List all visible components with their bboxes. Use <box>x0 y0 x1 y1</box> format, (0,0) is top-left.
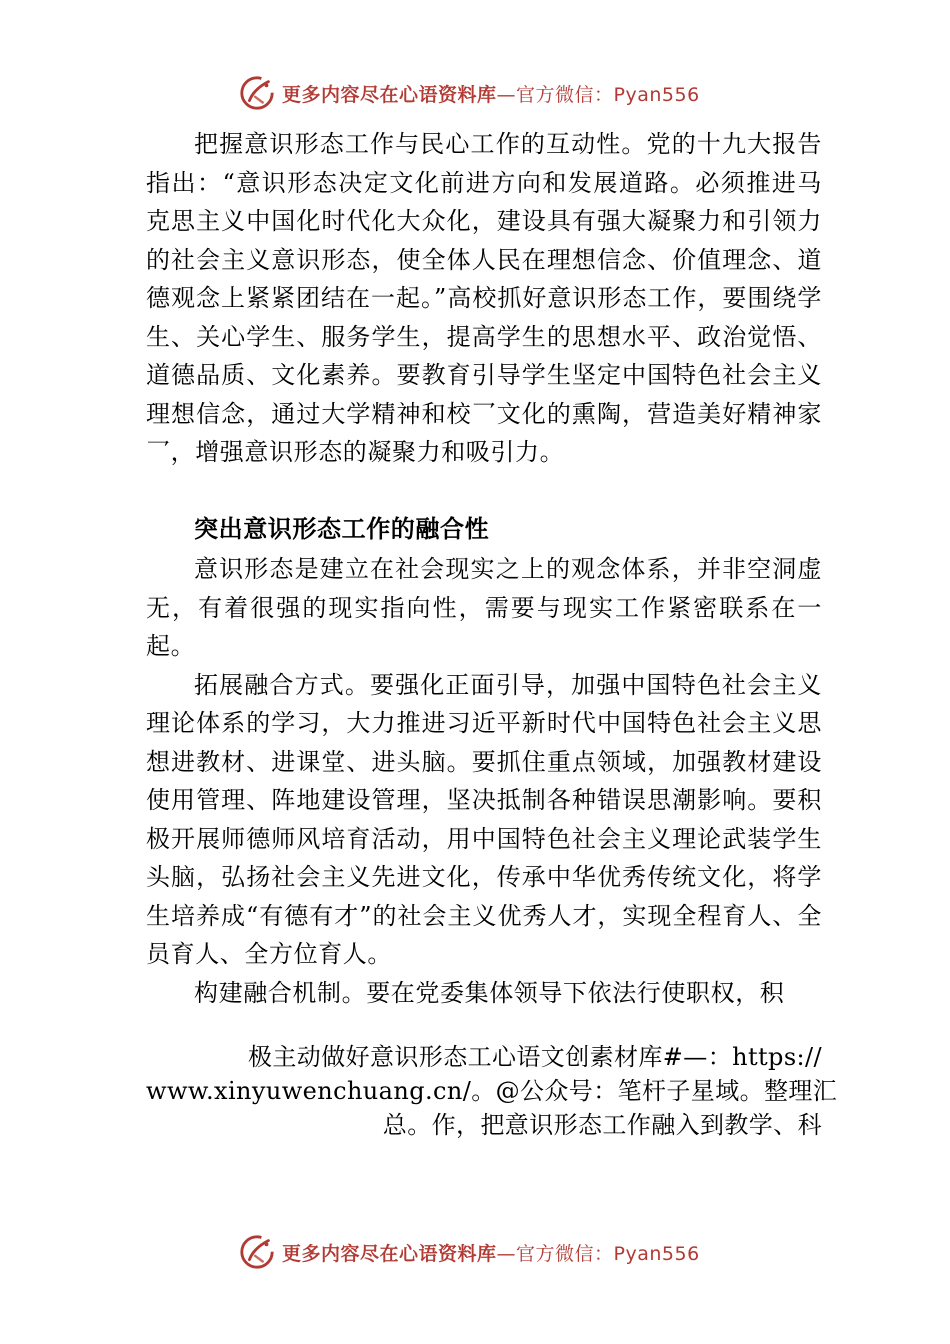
banner-text <box>282 1239 700 1266</box>
banner-official: 官方微信： <box>516 83 614 106</box>
paragraph-methods: 拓展融合方式。要强化正面引导，加强中国特色社会主义理论体系的学习，大力推进习近平新时代中国特色社会主义思想进教材、进课堂、进头脑。要抓住重点领域，加强教材建设使用管理、阵地建设管理，坚决抵制各种错误思潮影响。要积极开展师德师风培育活动，用中国特色社会主义理论武装学生头脑，弘扬社会主义先进文化，传承中华优秀传统文化，将学生培养成“有德有才”的社会主义优秀人才，实现全程育人、全员育人、全方位育人。 <box>146 670 822 968</box>
footer-banner <box>238 1232 700 1272</box>
banner-official: 官方微信： <box>516 1242 614 1265</box>
banner-highlight: 更多内容尽在心语资料库 <box>282 83 497 106</box>
banner-dash: — <box>496 83 517 106</box>
banner-wechat-id: Pyan556 <box>613 1242 700 1265</box>
brush-logo-icon <box>238 1233 276 1271</box>
section-heading: 突出意识形态工作的融合性 <box>194 513 490 543</box>
paragraph-mechanism: 构建融合机制。要在党委集体领导下依法行使职权，积 <box>194 978 785 1007</box>
mixed-line: 总。作，把意识形态工作融入到教学、科 <box>382 1111 822 1139</box>
paragraph-intro: 意识形态是建立在社会现实之上的观念体系，并非空洞虚无，有着很强的现实指向性，需要与现实工作紧密联系在一起。 <box>146 555 822 660</box>
banner-text <box>282 80 700 107</box>
mixed-line: www.xinyuwenchuang.cn/。@公众号：笔杆子星域。整理汇 <box>146 1077 838 1105</box>
banner-highlight: 更多内容尽在心语资料库 <box>282 1242 497 1265</box>
watermark-inserted-text <box>146 1040 838 1142</box>
document-body <box>146 125 822 1012</box>
brush-logo-icon <box>238 74 276 112</box>
paragraph-interaction: 把握意识形态工作与民心工作的互动性。党的十九大报告指出：“意识形态决定文化前进方向和发展道路。必须推进马克思主义中国化时代化大众化，建设具有强大凝聚力和引领力的社会主义意识形态，使全体人民在理想信念、价值理念、道德观念上紧紧团结在一起。”高校抓好意识形态工作，要围绕学生、关心学生、服务学生，提高学生的思想水平、政治觉悟、道德品质、文化素养。要教育引导学生坚定中国特色社会主义理想信念，通过大学精神和校⺂文化的熏陶，营造美好精神家⺂，增强意识形态的凝聚力和吸引力。 <box>146 130 822 466</box>
banner-dash: — <box>496 1242 517 1265</box>
header-banner <box>238 73 700 113</box>
banner-wechat-id: Pyan556 <box>613 83 700 106</box>
mixed-line: 极主动做好意识形态工心语文创素材库#—：https:// <box>248 1043 822 1071</box>
